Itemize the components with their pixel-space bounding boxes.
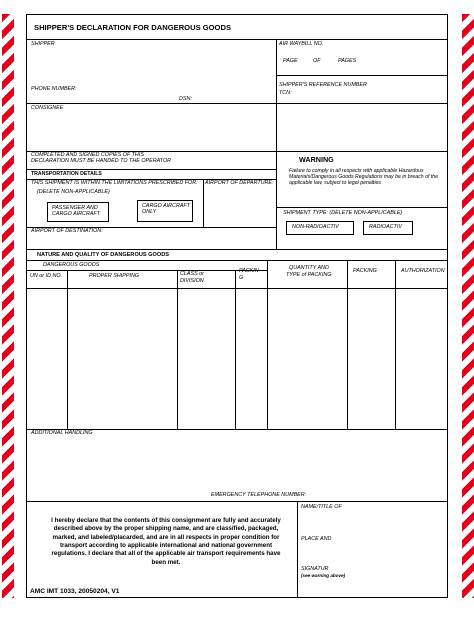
additional-handling-field[interactable] [29,439,446,497]
name-title-label: NAME/TITLE OF [301,504,342,510]
signature-note: (see warning above) [301,573,346,578]
declaration-form [26,14,448,598]
warning-text: Failure to comply in all respects with applicable Hazardous Materials/Dangerous Goods Regulations may be in breach of the applicable law, subject to legal penalties [289,168,439,186]
goods-heading: NATURE AND QUALITY OF DANGEROUS GOODS [37,252,169,258]
shipper-reference-label: SHIPPER'S REFERENCE NUMBER [279,82,367,88]
delete-non-applicable-note: (DELETE NON-APPLICABLE) [37,189,110,195]
col-quantity-line-2: TYPE of PACKING [286,272,332,278]
divider [276,207,448,208]
place-date-label: PLACE AND [301,536,332,542]
consignee-field[interactable] [29,113,274,149]
cargo-only-label-line-1: CARGO AIRCRAFT [142,203,191,209]
col-class-line-2: DIVISION [180,278,204,284]
emergency-telephone-label: EMERGENCY TELEPHONE NUMBER: [211,492,307,498]
dsn-label: DSN: [179,96,192,102]
shipment-type-label: SHIPMENT TYPE: (DELETE NON-APPLICABLE) [283,210,403,216]
copies-note-line-1: COMPLETED AND SIGNED COPIES OF THIS [31,152,144,158]
transportation-heading: TRANSPORTATION DETAILS [31,171,102,177]
divider [276,75,448,76]
divider [27,169,276,170]
col-un-id: UN or ID NO. [30,273,63,279]
airport-departure-label: AIRPORT OF DEPARTURE: [205,180,274,186]
col-packing: PACKING [353,268,377,274]
col-proper-shipping: PROPER SHIPPING [89,273,140,279]
cargo-only-label-line-2: ONLY [142,209,157,215]
shipper-field[interactable] [29,49,274,89]
col-quantity-line-1: QUANTITY AND [289,265,329,271]
cargo-aircraft-only-option[interactable] [137,200,193,222]
divider [27,501,448,502]
divider [27,103,448,104]
col-class-line-1: CLASS or [180,271,204,277]
airport-destination-label: AIRPORT OF DESTINATION: [31,228,103,234]
dangerous-goods-subheading: DANGEROUS GOODS [43,262,100,268]
pages-label: PAGES [338,58,357,64]
passenger-label-line-1: PASSENGER AND [52,205,98,211]
declaration-text: I hereby declare that the contents of this consignment are fully and accurately described above by the proper shipping name, and are classified, packaged, marked, and labeled/placarded, and are in all respects in proper condition for transport according to applicable international and national government regulations. I declare that all of the applicable air transport requirements have been met. [51,517,281,566]
warning-title: WARNING [299,155,334,164]
goods-table-body[interactable] [29,290,446,427]
divider [27,270,267,271]
radioactive-label: RADIOACTIV [369,224,402,230]
copies-note-line-2: DECLARATION MUST BE HANDED TO THE OPERATOR [31,158,172,164]
radioactive-option[interactable] [363,221,413,235]
signature-field[interactable] [299,579,446,595]
tcn-label: TCN: [279,90,292,96]
non-radioactive-option[interactable] [286,221,354,235]
divider [276,39,277,151]
col-authorization: AUTHORIZATION [401,268,445,274]
col-packing-group-line-1: PACKIN [239,268,259,274]
form-footer: AMC IMT 1033, 20050204, V1 [30,588,120,595]
of-label: OF [313,58,321,64]
non-radioactive-label: NON-RADIOACTIV [292,224,339,230]
air-waybill-label: AIR WAYBILL NO. [279,41,324,47]
form-title: SHIPPER'S DECLARATION FOR DANGEROUS GOODS [34,23,232,32]
consignee-label: CONSIGNEE [31,105,64,111]
name-title-field[interactable] [299,512,446,534]
divider [297,501,298,597]
additional-handling-label: ADDITIONAL HANDLING [31,430,93,436]
page-label: PAGE [283,58,298,64]
divider [27,249,448,250]
phone-number-label: PHONE NUMBER: [31,86,77,92]
limitations-text: THIS SHIPMENT IS WITHIN THE LIMITATIONS PRESCRIBED FOR: [31,180,198,186]
shipper-label: SHIPPER [31,41,55,47]
divider [27,39,448,40]
airport-destination-field[interactable] [87,229,273,247]
place-date-field[interactable] [299,544,446,564]
signature-label: SIGNATUR [301,566,329,572]
divider [203,179,204,227]
hazard-border-right [462,14,474,598]
divider [27,260,448,261]
hazard-border-left [2,14,14,598]
airport-departure-field[interactable] [205,187,274,225]
col-packing-group-line-2: G [239,275,244,281]
passenger-cargo-aircraft-option[interactable] [47,202,109,222]
divider [27,288,448,289]
passenger-label-line-2: CARGO AIRCRAFT [52,211,101,217]
divider [276,151,277,249]
